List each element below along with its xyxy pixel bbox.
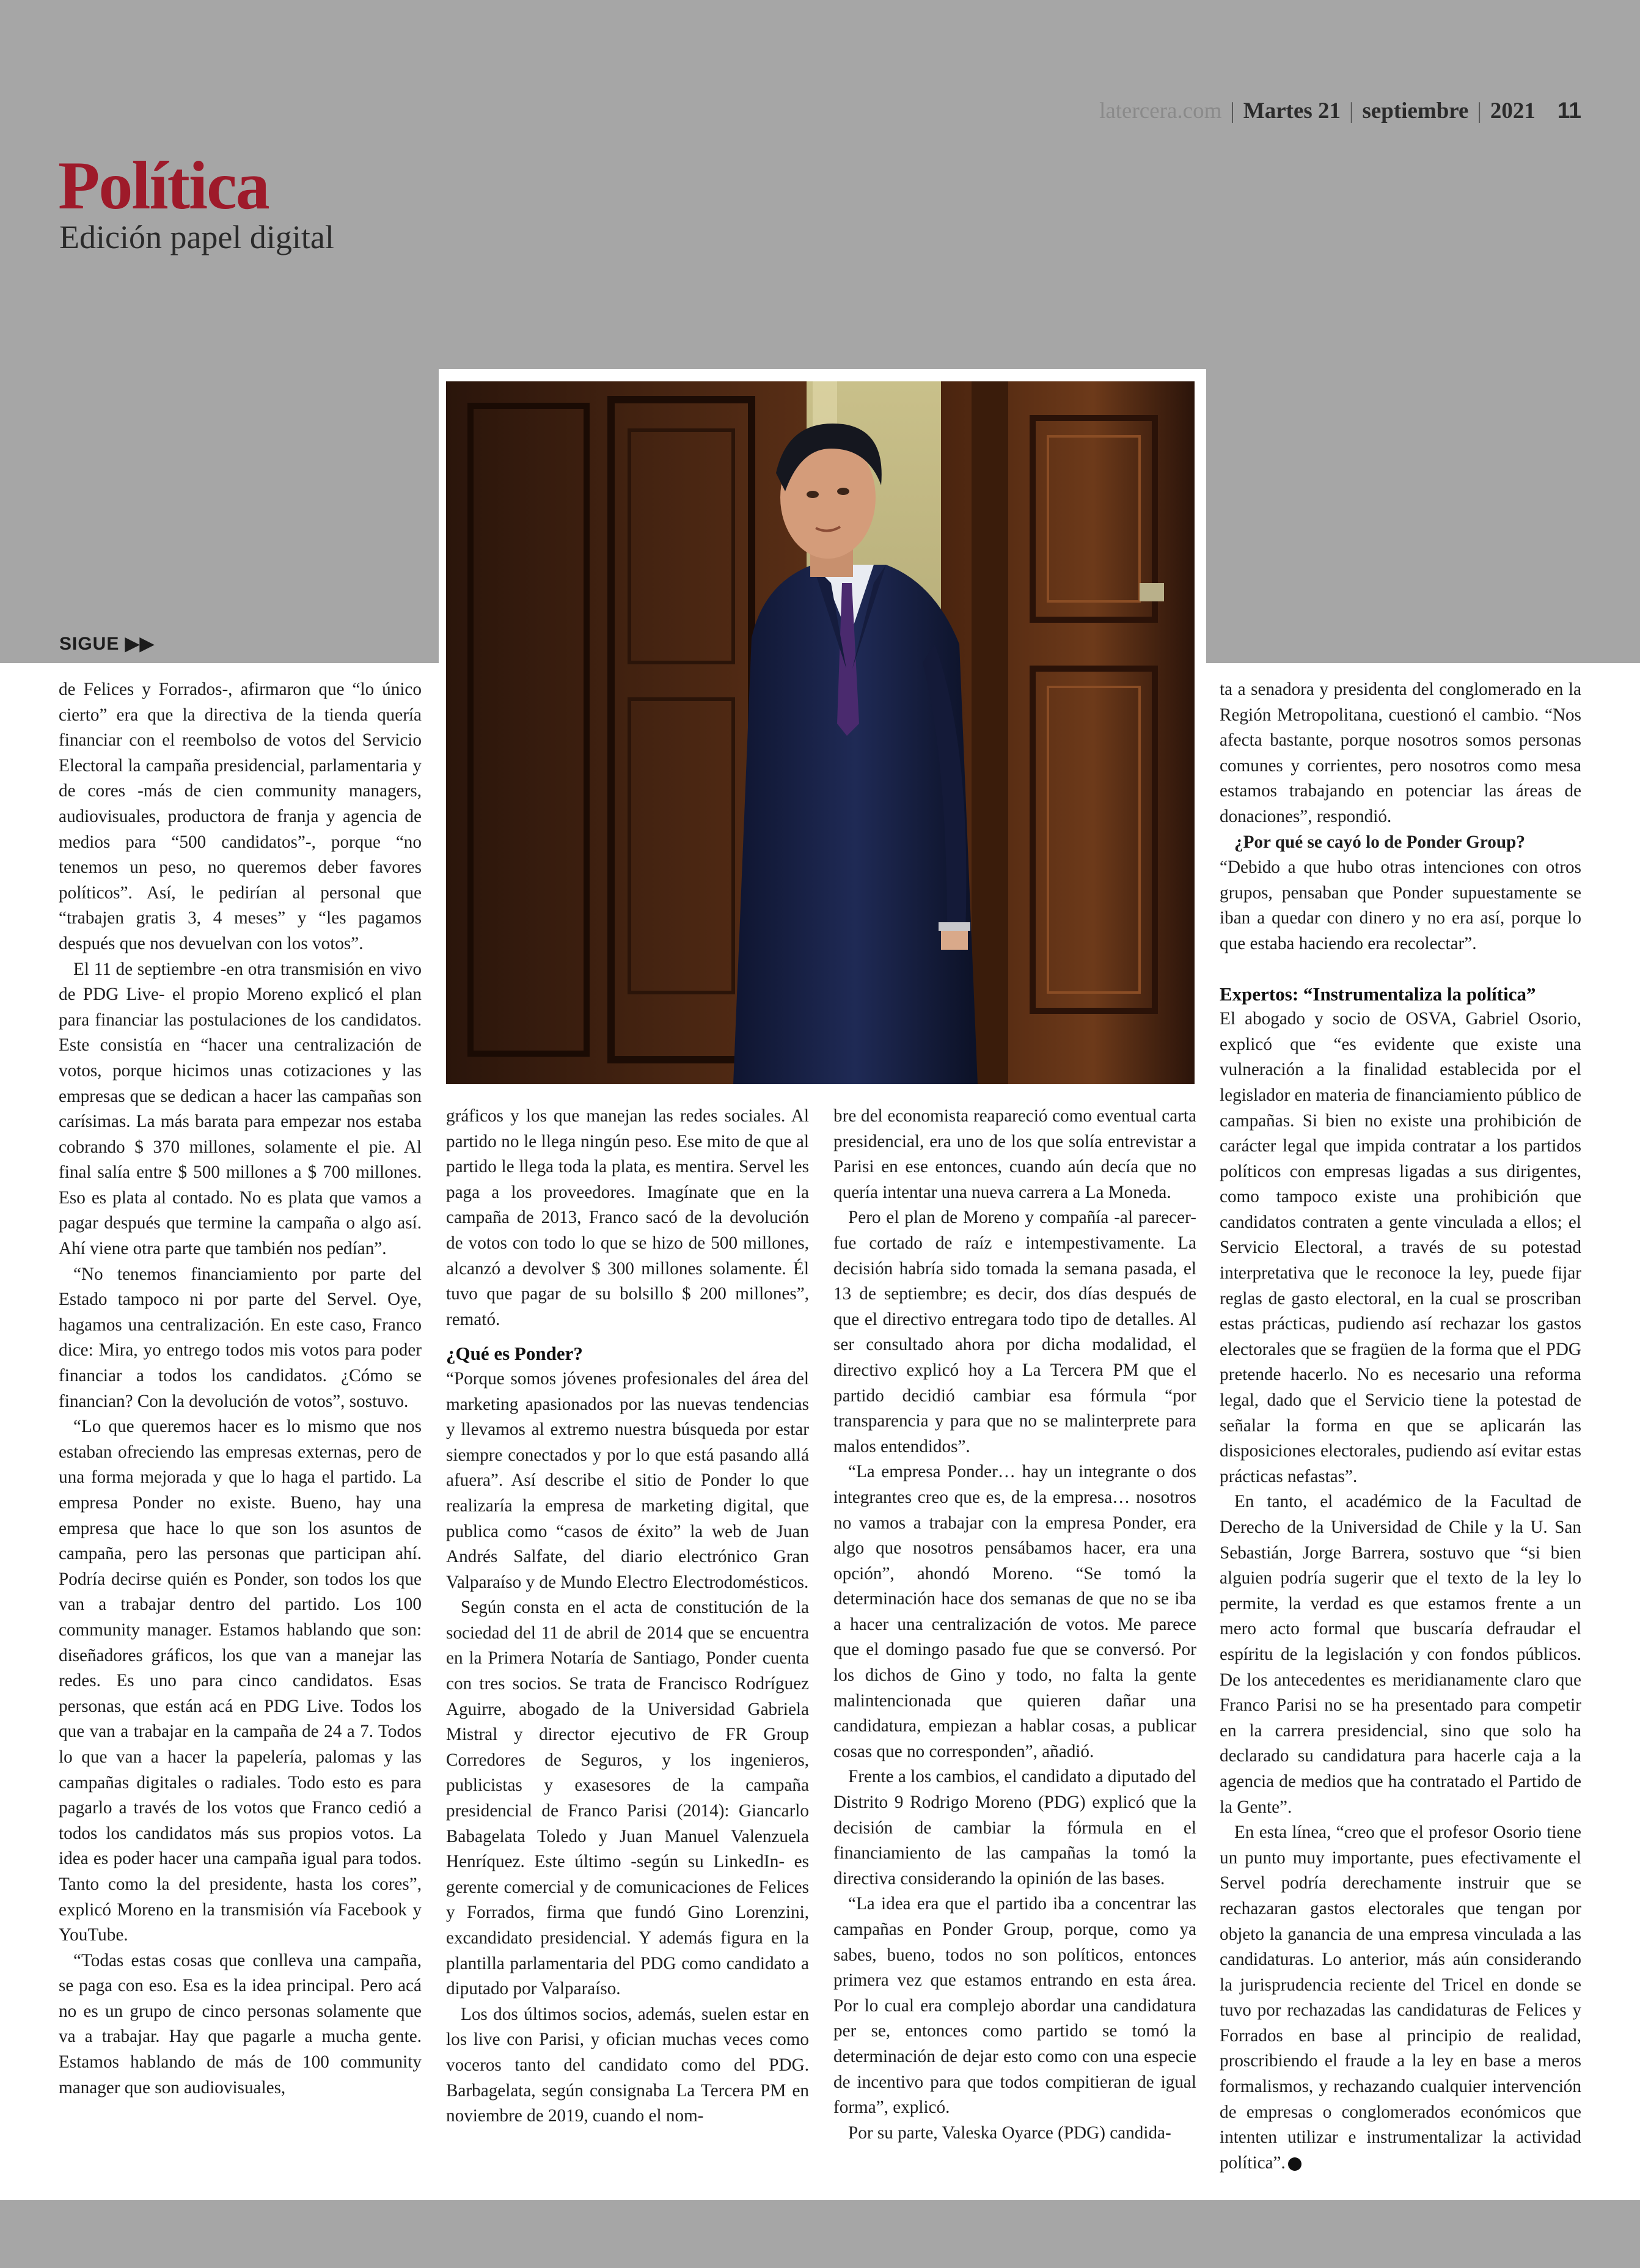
paragraph: Los dos últimos socios, además, suelen estar en los live con Parisi, y ofician muchas veces como voceros tanto del candidato como del PDG. Barbagelata, según consignaba La Tercera PM en noviembre de 2019, cuando el nom-: [446, 2004, 809, 2126]
section-subtitle: Edición papel digital: [59, 219, 334, 255]
article-column-4: [1220, 677, 1581, 2176]
paragraph: “Lo que queremos hacer es lo mismo que nos estaban ofreciendo las empresas externas, pero de una forma mejorada y que lo haga el partido. La empresa Ponder no existe. Bueno, hay una empresa que hace lo que son los asuntos de campaña, pero las personas que participan ahí. Podría decirse quién es Ponder, son todos los que van a trabajar dentro del partido. Los 100 community manager. Estamos hablando que son: diseñadores gráficos, los que van a manejar las redes. Es uno para cinco candidatos. Esas personas, que están acá en PDG Live. Todos los que van a trabajar en la campaña de 24 a 7. Todos lo que van a hacer la papelería, palomas y las campañas digitales o radiales. Todo esto es para pagarlo a través de los votos que Franco cedió a todos los candidatos más sus propios votos. La idea es poder hacer una campaña igual para todos. Tanto como la del presidente, hasta los cores”, explicó Moreno en la transmisión vía Facebook y YouTube.: [59, 1417, 422, 1945]
header-day: Martes 21: [1243, 98, 1341, 123]
article-column-1: [59, 677, 422, 2101]
paragraph: “Debido a que hubo otras intenciones con otros grupos, pensaban que Ponder supuestamente se iban a quedar con dinero y no era así, porque lo que estaba haciendo era recolectar”.: [1220, 857, 1581, 953]
paragraph: gráficos y los que manejan las redes sociales. Al partido no le llega ningún peso. Ese mito de que al partido le llega toda la plata, es mentira. Servel les paga a los proveedores. Imagínate que en la campaña de 2013, Franco sacó de la devolución de votos con todo lo que se hizo de 500 millones, alcanzó a devolver $ 300 millones solamente. Él tuvo que pagar de su bolsillo $ 200 millones”, remató.: [446, 1106, 809, 1329]
paragraph: “Porque somos jóvenes profesionales del área del marketing apasionados por las nuevas tendencias y llevamos al extremo nuestra búsqueda por estar siempre conectados y por lo que está pasando allá afuera”. Así describe el sitio de Ponder lo que realizaría la empresa de marketing digital, que publica como “casos de éxito” la web de Juan Andrés Salfate, del diario electrónico Gran Valparaíso y de Mundo Electro Electrodomésticos.: [446, 1368, 809, 1592]
header-month: septiembre: [1362, 98, 1469, 123]
paragraph: El abogado y socio de OSVA, Gabriel Osorio, explicó que “es evidente que existe una vulneración a la finalidad establecida por el legislador en materia de financiamiento público de campañas. Si bien no existe una prohibición de carácter legal que impida contratar a los partidos políticos con empresas ligadas a sus dirigentes, como tampoco existe una prohibición que candidatos contraten a gente vinculada a ellos; el Servicio Electoral, a través de su potestad interpretativa que le reconoce la ley, puede fijar reglas de gasto electoral, en la cual se proscriban estas prácticas, pudiendo así rechazar los gastos electorales que se fragüen de la forma que el PDG pretende hacerlo. No es necesario una reforma legal, dado que el Servicio tiene la potestad de señalar la forma en que se aplicarán las disposiciones electorales, pudiendo así evitar estas prácticas nefastas”.: [1220, 1009, 1581, 1486]
section-title: Política: [58, 148, 269, 224]
paragraph: “La empresa Ponder… hay un integrante o dos integrantes creo que es, de la empresa… nosotros no vamos a trabajar con la empresa Ponder, era algo que nosotros pensábamos hacer, era una opción”, ahondó Moreno. “Se tomó la determinación hace dos semanas de que no se iba a hacer una centralización de votos. Me parece que el domingo pasado fue que se conversó. Por los dichos de Gino y todo, no falta la gente malintencionada que quieren dañar una candidatura, empiezan a hablar cosas, a publicar cosas que no corresponden”, añadió.: [833, 1462, 1196, 1761]
paragraph: Por su parte, Valeska Oyarce (PDG) candida-: [848, 2123, 1171, 2143]
paragraph: “La idea era que el partido iba a concentrar las campañas en Ponder Group, porque, como ya sabes, bueno, todos no son políticos, entonces primera vez que estamos entrando en esta área. Por lo cual era complejo abordar una candidatura per se, entonces como partido se tomó la determinación de dejar esto como con una especie de incentivo para que todos compitieran de igual forma”, explicó.: [833, 1894, 1196, 2118]
page-header: latercera.com | Martes 21 | septiembre | 2021 11: [1099, 98, 1581, 123]
subheading-que-es-ponder: ¿Qué es Ponder?: [446, 1343, 583, 1365]
final-paragraph-text: En esta línea, “creo que el profesor Osorio tiene un punto muy importante, pues efectivamente el Servel podría derechamente instruir que se rechazaran gastos electorales que tengan por objeto la ganancia de una empresa vinculada a las candidaturas. Lo anterior, más aún considerando la jurisprudencia reciente del Tricel en donde se tuvo por rechazadas las candidaturas de Felices y Forrados en base al principio de realidad, proscribiendo el fraude a la ley en base a meros formalismos, y rechazando cualquier intervención de empresas o conglomerados económicos que intenten utilizar e instrumentalizar la actividad política”.: [1220, 1822, 1581, 2173]
header-year: 2021: [1490, 98, 1536, 123]
paragraph: Frente a los cambios, el candidato a diputado del Distrito 9 Rodrigo Moreno (PDG) explicó que la decisión de cambiar la fórmula en el financiamiento de las campañas la tomó la directiva considerando la opinión de las bases.: [833, 1767, 1196, 1888]
article-column-3: [833, 1104, 1196, 2146]
paragraph: bre del economista reapareció como eventual carta presidencial, era uno de los que solía entrevistar a Parisi en ese entonces, cuando aún decía que no quería intentar una nueva carrera a La Moneda.: [833, 1106, 1196, 1202]
page-number: 11: [1557, 98, 1581, 123]
paragraph: Según consta en el acta de constitución de la sociedad del 11 de abril de 2014 que se encuentra en la Primera Notaría de Santiago, Ponder cuenta con tres socios. Se trata de Francisco Rodríguez Aguirre, abogado de la Universidad Gabriela Mistral y director ejecutivo de FR Group Corredores de Seguros, y los ingenieros, publicistas y exasesores de la campaña presidencial de Franco Parisi (2014): Giancarlo Babagelata Toledo y Juan Manuel Valenzuela Henríquez. Este último -según su LinkedIn- es gerente comercial y de comunicaciones de Felices y Forrados, firma que fundó Gino Lorenzini, excandidato presidencial. Y además figura en la plantilla parlamentaria del PDG como candidato a diputado por Valparaíso.: [446, 1598, 809, 1999]
site-name[interactable]: latercera.com: [1099, 98, 1222, 123]
article-column-2: [446, 1104, 809, 2129]
paragraph: Pero el plan de Moreno y compañía -al parecer- fue cortado de raíz e intempestivamente. La decisión habría sido tomada la semana pasada, el 13 de septiembre; es decir, dos días después de que el directivo entregara todo tipo de detalles. Al ser consultado ahora por dicha modalidad, el directivo explicó hoy a La Tercera PM que el partido decidió cambiar esa fórmula “por transparencia y para que no se malinterprete para malos entendidos”.: [833, 1208, 1196, 1456]
portrait-photo-illustration: [446, 381, 1195, 1084]
paragraph: En tanto, el académico de la Facultad de Derecho de la Universidad de Chile y la U. San Sebastián, Jorge Barrera, sostuvo que “si bien alguien podría sugerir que el texto de la ley lo permite, la verdad es que estamos frente a un mero acto formal que buscaría defraudar el espíritu de la legislación y con fondos públicos. De los antecedentes es meridianamente claro que Franco Parisi no se ha presentado para competir en la carrera presidencial, sino que solo ha declarado su candidatura para hacerle caja a la agencia de medios que ha contratado el Partido de la Gente”.: [1220, 1492, 1581, 1817]
subheading-expertos: Expertos: “Instrumentaliza la política”: [1220, 983, 1536, 1005]
interview-question: ¿Por qué se cayó lo de Ponder Group?: [1234, 832, 1525, 852]
continue-label: SIGUE ▶▶: [59, 634, 155, 654]
portrait-photo: [446, 381, 1195, 1084]
end-of-article-icon: [1288, 2157, 1301, 2171]
paragraph: [1220, 1820, 1581, 2176]
paragraph: ta a senadora y presidenta del conglomerado en la Región Metropolitana, cuestionó el cambio. “Nos afecta bastante, porque nosotros somos personas comunes y corrientes, pero nosotros como mesa estamos trabajando en potenciar las áreas de donaciones”, respondió.: [1220, 680, 1581, 826]
paragraph: de Felices y Forrados-, afirmaron que “lo único cierto” era que la directiva de la tienda quería financiar con el reembolso de votos del Servicio Electoral la campaña presidencial, parlamentaria y de cores -más de cien community managers, audiovisuales, productora de franja y agencia de medios para “500 candidatos”-, porque “no tenemos un peso, no queremos deber favores políticos”. Así, le pedirían al personal que “trabajen gratis 3, 4 meses” y “les pagamos después que nos devuelvan con los votos”.: [59, 680, 422, 953]
paragraph: El 11 de septiembre -en otra transmisión en vivo de PDG Live- el propio Moreno explicó el plan para financiar las postulaciones de los candidatos. Este consistía en “hacer una centralización de votos, porque hicimos unas cotizaciones y las empresas que se dedican a hacer las campañas son carísimas. La más barata para empezar nos estaba cobrando $ 370 millones, solamente el pie. Al final salía entre $ 500 millones a $ 700 millones. Eso es plata al contado. No es plata que vamos a pagar después que termine la campaña o algo así. Ahí viene otra parte que también nos pedían”.: [59, 959, 422, 1259]
paragraph: “No tenemos financiamiento por parte del Estado tampoco ni por parte del Servel. Oye, hagamos una centralización. En este caso, Franco dice: Mira, yo entrego todos mis votos para poder financiar a todos los candidatos. ¿Cómo se financian? Con la devolución de votos”, sostuvo.: [59, 1264, 422, 1411]
paragraph: “Todas estas cosas que conlleva una campaña, se paga con eso. Esa es la idea principal. Pero acá no es un grupo de cinco personas solamente que va a trabajar. Hay que pagarle a mucha gente. Estamos hablando de más de 100 community manager que son audiovisuales,: [59, 1950, 422, 2097]
